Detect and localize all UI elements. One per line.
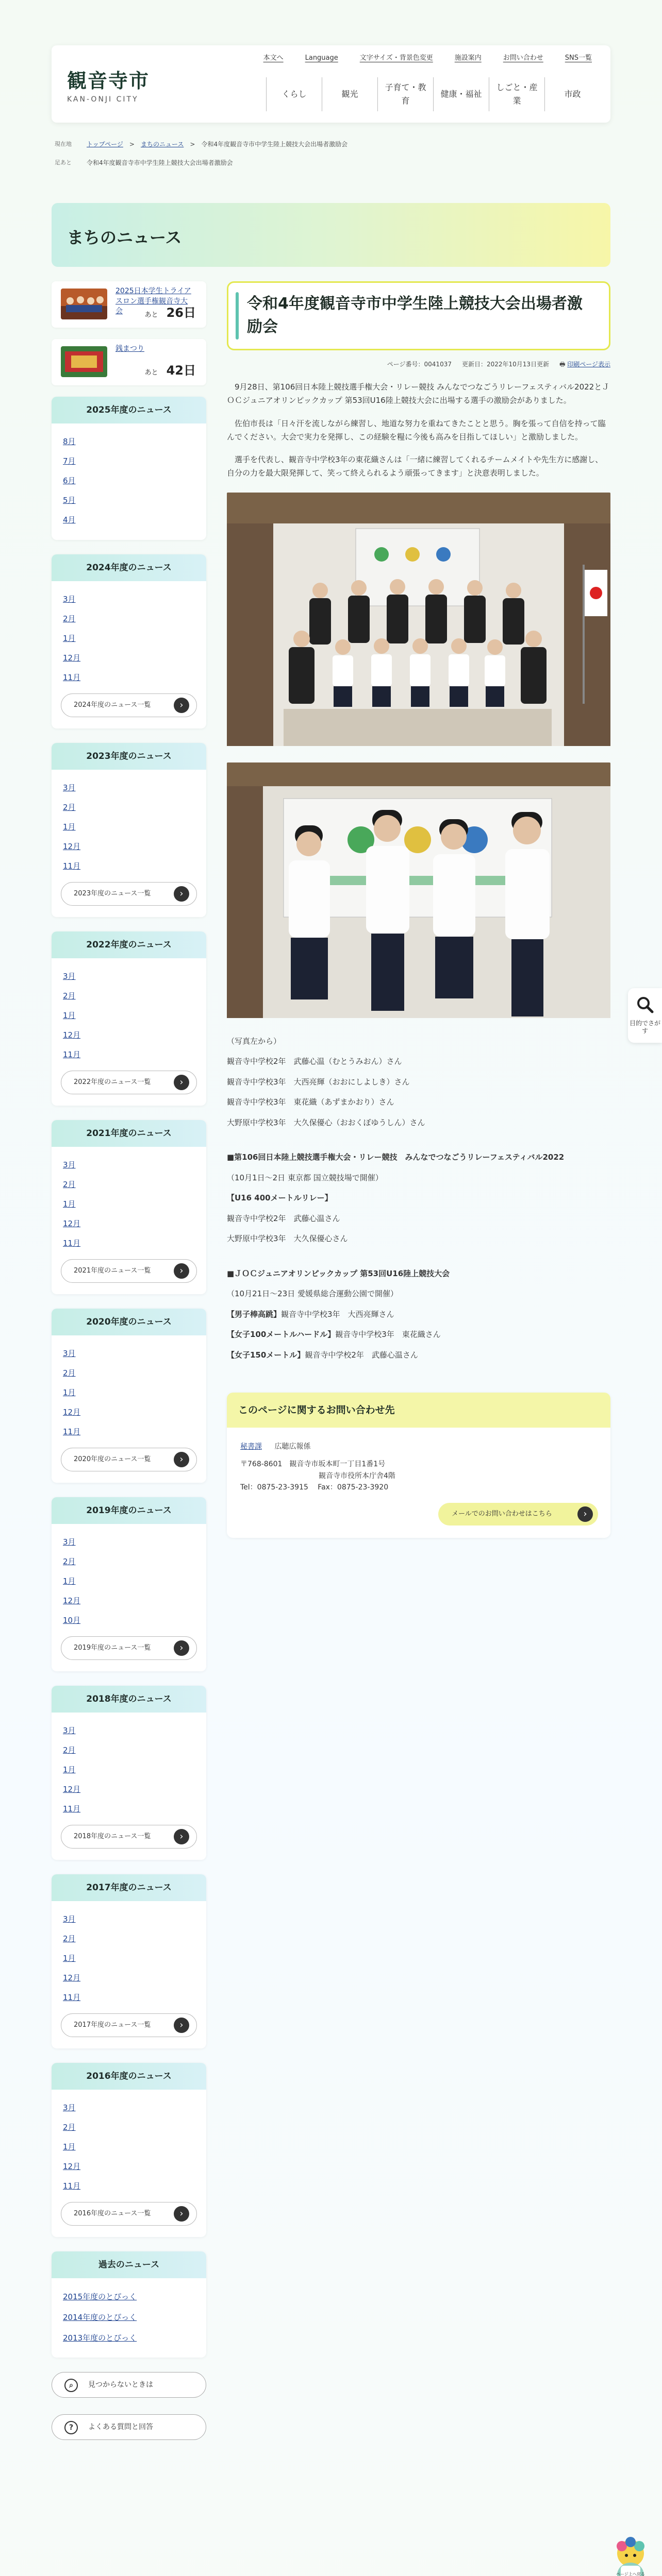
month-item bbox=[63, 490, 196, 510]
event-card[interactable] bbox=[52, 339, 206, 385]
month-item bbox=[63, 1740, 196, 1760]
year-news-list-button[interactable]: 2022年度のニュース一覧 › bbox=[61, 1071, 197, 1094]
month-list bbox=[52, 1335, 206, 1444]
contact-body bbox=[227, 1428, 610, 1538]
month-link[interactable]: 2月 bbox=[63, 2123, 76, 2132]
article-paragraph: 9月28日、第106回日本陸上競技選手権大会・リレー競技 みんなでつなごうリレーフェスティバル2022とＪＯＣジュニアオリンピックカップ 第53回U16陸上競技大会に出場する選手の激励会がありました。 bbox=[227, 382, 610, 405]
gnav-item-health[interactable]: 健康・福祉 bbox=[433, 77, 489, 111]
month-list bbox=[52, 770, 206, 878]
section-result bbox=[227, 1349, 610, 1362]
faq-label: よくある質問と回答 bbox=[88, 2423, 153, 2431]
article-title-box bbox=[227, 281, 610, 350]
month-link[interactable]: 12月 bbox=[63, 1030, 81, 1040]
month-link[interactable]: 3月 bbox=[63, 1349, 76, 1358]
section-name: 大野原中学校3年 大久保優心さん bbox=[227, 1234, 348, 1243]
contact-dept-link[interactable]: 秘書課 bbox=[240, 1443, 262, 1451]
year-news-box bbox=[52, 931, 206, 1106]
month-link[interactable]: 11月 bbox=[63, 673, 81, 682]
utility-nav bbox=[263, 53, 592, 64]
event-thumbnail bbox=[61, 289, 107, 319]
gnav-item-tourism[interactable]: 観光 bbox=[322, 77, 377, 111]
event-countdown bbox=[145, 360, 196, 381]
year-news-heading: 2021年度のニュース bbox=[52, 1120, 206, 1147]
month-item bbox=[63, 1175, 196, 1194]
month-link[interactable]: 1月 bbox=[63, 822, 76, 832]
logo-jp: 観音寺市 bbox=[67, 69, 150, 92]
month-item bbox=[63, 1233, 196, 1253]
year-news-box bbox=[52, 743, 206, 917]
year-news-list-button[interactable]: 2016年度のニュース一覧 › bbox=[61, 2202, 197, 2226]
month-list bbox=[52, 1713, 206, 1821]
month-item bbox=[63, 1006, 196, 1025]
month-item bbox=[63, 668, 196, 687]
month-link[interactable]: 11月 bbox=[63, 1050, 81, 1059]
month-link[interactable]: 1月 bbox=[63, 1388, 76, 1397]
month-item bbox=[63, 1402, 196, 1422]
page-title: まちのニュース bbox=[67, 228, 182, 247]
month-list bbox=[52, 2090, 206, 2198]
month-link[interactable]: 2月 bbox=[63, 614, 76, 623]
year-news-box bbox=[52, 1497, 206, 1671]
year-news-list-button[interactable]: 2023年度のニュース一覧 › bbox=[61, 882, 197, 906]
section-date: （10月21日～23日 愛媛県総合運動公園で開催） bbox=[227, 1289, 399, 1298]
month-link[interactable]: 12月 bbox=[63, 842, 81, 851]
month-item bbox=[63, 2157, 196, 2176]
year-news-heading: 2019年度のニュース bbox=[52, 1497, 206, 1524]
print-link[interactable]: 🖶 印刷ページ表示 bbox=[559, 360, 610, 368]
article-meta bbox=[227, 358, 610, 371]
month-item bbox=[63, 1532, 196, 1552]
month-link[interactable]: 11月 bbox=[63, 1239, 81, 1248]
year-news-box bbox=[52, 1309, 206, 1483]
students-photo-image bbox=[227, 762, 610, 1018]
month-item bbox=[63, 1799, 196, 1819]
month-link[interactable]: 7月 bbox=[63, 456, 76, 466]
breadcrumb bbox=[55, 135, 347, 172]
skip-to-content-link[interactable]: 本文へ bbox=[263, 54, 284, 62]
month-item bbox=[63, 2117, 196, 2137]
month-list bbox=[52, 958, 206, 1066]
month-item bbox=[63, 837, 196, 856]
month-item bbox=[63, 1909, 196, 1929]
month-item bbox=[63, 1760, 196, 1780]
page-number: ページ番号：0041037 bbox=[387, 360, 452, 368]
section-name: 観音寺中学校2年 武藤心温さん bbox=[227, 1213, 340, 1223]
magnifier-icon bbox=[636, 995, 654, 1014]
year-news-heading: 2020年度のニュース bbox=[52, 1309, 206, 1335]
event-countdown bbox=[145, 302, 196, 324]
facility-link[interactable]: 施設案内 bbox=[454, 54, 482, 62]
month-item bbox=[63, 1929, 196, 1948]
month-link[interactable]: 12月 bbox=[63, 1596, 81, 1605]
gnav-item-childcare[interactable]: 子育て・教育 bbox=[377, 77, 433, 111]
gnav-item-city[interactable]: 市政 bbox=[544, 77, 600, 111]
month-item bbox=[63, 1780, 196, 1799]
month-item bbox=[63, 609, 196, 629]
past-news-item bbox=[63, 2328, 196, 2348]
month-link[interactable]: 2月 bbox=[63, 1934, 76, 1943]
month-item bbox=[63, 1344, 196, 1363]
month-link[interactable]: 3月 bbox=[63, 1160, 76, 1170]
year-news-heading: 2023年度のニュース bbox=[52, 743, 206, 770]
month-link[interactable]: 3月 bbox=[63, 595, 76, 604]
month-item bbox=[63, 817, 196, 837]
month-item bbox=[63, 1155, 196, 1175]
year-news-list-button[interactable]: 2019年度のニュース一覧 › bbox=[61, 1636, 197, 1660]
month-link[interactable]: 3月 bbox=[63, 1537, 76, 1547]
section-title: ■ＪＯＣジュニアオリンピックカップ 第53回U16陸上競技大会 bbox=[227, 1268, 450, 1278]
breadcrumb-back-label: 足あと bbox=[55, 159, 72, 166]
year-news-heading: 2025年度のニュース bbox=[52, 397, 206, 423]
month-link[interactable]: 8月 bbox=[63, 437, 76, 446]
month-link[interactable]: 3月 bbox=[63, 1914, 76, 1924]
month-item bbox=[63, 798, 196, 817]
past-news-link[interactable]: 2014年度のとぴっく bbox=[63, 2313, 137, 2322]
result-name: 観音寺中学校2年 武藤心温さん bbox=[305, 1350, 418, 1360]
month-item bbox=[63, 451, 196, 471]
result-event: 【女子100メートルハードル】 bbox=[227, 1330, 336, 1339]
month-item bbox=[63, 629, 196, 648]
group-photo bbox=[227, 493, 610, 751]
month-link[interactable]: 10月 bbox=[63, 1616, 81, 1625]
result-event: 【男子棒高跳】 bbox=[227, 1309, 282, 1319]
caption-line: （写真左から） bbox=[227, 1036, 282, 1046]
month-link[interactable]: 1月 bbox=[63, 1765, 76, 1774]
month-link[interactable]: 12月 bbox=[63, 653, 81, 663]
result-name: 観音寺中学校3年 大西亮輝さん bbox=[281, 1309, 394, 1319]
month-link[interactable]: 12月 bbox=[63, 1785, 81, 1794]
caption-line: 観音寺中学校3年 東花織（あずまかおり）さん bbox=[227, 1097, 394, 1107]
year-news-box bbox=[52, 397, 206, 540]
year-news-box bbox=[52, 2063, 206, 2237]
month-item bbox=[63, 986, 196, 1006]
month-link[interactable]: 4月 bbox=[63, 515, 76, 524]
past-news-list bbox=[52, 2278, 206, 2350]
breadcrumb-top[interactable]: トップページ bbox=[87, 140, 123, 148]
month-item bbox=[63, 967, 196, 986]
month-list bbox=[52, 423, 206, 532]
section-result bbox=[227, 1328, 610, 1342]
breadcrumb-current: 令和4年度観音寺市中学生陸上競技大会出場者激励会 bbox=[201, 140, 348, 148]
month-item bbox=[63, 1552, 196, 1571]
year-news-list-button[interactable]: 2018年度のニュース一覧 › bbox=[61, 1825, 197, 1849]
breadcrumb-here-label: 現在地 bbox=[55, 140, 72, 147]
article-title: 令和4年度観音寺市中学生陸上競技大会出場者激励会 bbox=[247, 295, 583, 336]
month-item bbox=[63, 1988, 196, 2007]
year-news-heading: 2022年度のニュース bbox=[52, 931, 206, 958]
year-news-heading: 2024年度のニュース bbox=[52, 554, 206, 581]
breadcrumb-sep: > bbox=[190, 140, 195, 148]
month-link[interactable]: 12月 bbox=[63, 1973, 81, 1982]
year-news-box bbox=[52, 1874, 206, 2048]
month-item bbox=[63, 1422, 196, 1442]
search-icon: ⌕ bbox=[64, 2379, 78, 2392]
month-item bbox=[63, 778, 196, 798]
month-item bbox=[63, 1721, 196, 1740]
year-news-list-button[interactable]: 2017年度のニュース一覧 › bbox=[61, 2013, 197, 2037]
section-title: ■第106回日本陸上競技選手権大会・リレー競技 みんなでつなごうリレーフェスティバル2022 bbox=[227, 1153, 565, 1162]
event-countdown-prefix: あと bbox=[144, 311, 158, 319]
month-link[interactable]: 11月 bbox=[63, 2181, 81, 2191]
event-card[interactable] bbox=[52, 281, 206, 328]
result-name: 観音寺中学校3年 東花織さん bbox=[335, 1330, 441, 1339]
purpose-search-label: 目的でさがす bbox=[629, 1019, 660, 1035]
month-item bbox=[63, 589, 196, 609]
month-link[interactable]: 5月 bbox=[63, 496, 76, 505]
month-item bbox=[63, 2137, 196, 2157]
contact-address: 〒768-8601 観音寺市坂本町一丁目1番1号 bbox=[240, 1460, 386, 1469]
month-link[interactable]: 1月 bbox=[63, 1577, 76, 1586]
year-news-heading: 2017年度のニュース bbox=[52, 1874, 206, 1901]
month-list bbox=[52, 1147, 206, 1255]
month-list bbox=[52, 1901, 206, 2009]
global-nav bbox=[266, 77, 600, 111]
event-days: 26日 bbox=[166, 306, 196, 320]
month-link[interactable]: 1月 bbox=[63, 1199, 76, 1209]
month-item bbox=[63, 2098, 196, 2117]
article-paragraph: 選手を代表し、観音寺中学校3年の東花織さんは「一緒に練習してくれるチームメイトや先生方に感謝し、自分の力を最大限発揮して、笑って終えられるよう頑張ってきます」と決意表明しました。 bbox=[227, 455, 603, 478]
past-news-item bbox=[63, 2307, 196, 2328]
contact-tel: Tel：0875-23-3915 Fax：0875-23-3920 bbox=[240, 1483, 389, 1492]
year-news-heading: 2016年度のニュース bbox=[52, 2063, 206, 2090]
contact-address-2: 観音寺市役所本庁舎4階 bbox=[319, 1471, 395, 1480]
section-date: （10月1日～2日 東京都 国立競技場で開催） bbox=[227, 1173, 383, 1182]
breadcrumb-back-item: 令和4年度観音寺市中学生陸上競技大会出場者激励会 bbox=[87, 159, 233, 166]
students-photo bbox=[227, 762, 610, 1023]
month-link[interactable]: 1月 bbox=[63, 2142, 76, 2151]
article bbox=[227, 281, 610, 1538]
month-link[interactable]: 2月 bbox=[63, 1557, 76, 1566]
month-link[interactable]: 3月 bbox=[63, 972, 76, 981]
month-link[interactable]: 11月 bbox=[63, 1804, 81, 1814]
caption-line: 大野原中学校3年 大久保優心（おおくぼゆうしん）さん bbox=[227, 1117, 425, 1127]
month-item bbox=[63, 1025, 196, 1045]
month-item bbox=[63, 1045, 196, 1064]
font-size-link[interactable]: 文字サイズ・背景色変更 bbox=[359, 54, 433, 62]
month-link[interactable]: 2月 bbox=[63, 803, 76, 812]
site-header bbox=[52, 45, 610, 123]
year-news-box bbox=[52, 1686, 206, 1860]
past-news-link[interactable]: 2015年度のとぴっく bbox=[63, 2292, 137, 2301]
month-item bbox=[63, 1571, 196, 1591]
mascot-icon bbox=[606, 2535, 655, 2576]
not-found-label: 見つからないときは bbox=[88, 2381, 153, 2389]
month-item bbox=[63, 1194, 196, 1214]
month-list bbox=[52, 581, 206, 689]
month-item bbox=[63, 1611, 196, 1630]
month-item bbox=[63, 1383, 196, 1402]
year-news-list-button[interactable]: 2021年度のニュース一覧 › bbox=[61, 1259, 197, 1283]
sns-link[interactable]: SNS一覧 bbox=[565, 54, 592, 62]
event-title[interactable]: 2025日本学生トライアスロン選手権観音寺大会 bbox=[115, 287, 191, 316]
page-top-button[interactable] bbox=[606, 2535, 655, 2576]
month-link[interactable]: 2月 bbox=[63, 991, 76, 1001]
sidebar bbox=[52, 281, 206, 2456]
month-item bbox=[63, 1214, 196, 1233]
month-link[interactable]: 12月 bbox=[63, 1219, 81, 1228]
month-link[interactable]: 6月 bbox=[63, 476, 76, 485]
event-title[interactable]: 銭まつり bbox=[115, 345, 144, 353]
event-countdown-prefix: あと bbox=[144, 369, 158, 377]
past-news-heading: 過去のニュース bbox=[52, 2251, 206, 2278]
purpose-search-button[interactable] bbox=[628, 988, 662, 1043]
month-item bbox=[63, 510, 196, 530]
gnav-item-life[interactable]: くらし bbox=[266, 77, 322, 111]
month-link[interactable]: 1月 bbox=[63, 1011, 76, 1020]
month-link[interactable]: 12月 bbox=[63, 1408, 81, 1417]
language-link[interactable]: Language bbox=[305, 54, 338, 62]
year-news-list-button[interactable]: 2020年度のニュース一覧 › bbox=[61, 1448, 197, 1471]
month-link[interactable]: 2月 bbox=[63, 1745, 76, 1755]
caption-line: 観音寺中学校3年 大西亮輝（おおにしよしき）さん bbox=[227, 1077, 410, 1087]
month-link[interactable]: 2月 bbox=[63, 1180, 76, 1189]
past-news-item bbox=[63, 2286, 196, 2307]
contact-mail-button[interactable]: メールでのお問い合わせはこちら › bbox=[438, 1503, 598, 1526]
breadcrumb-sep: > bbox=[129, 140, 135, 148]
gnav-item-work[interactable]: しごと・産業 bbox=[489, 77, 544, 111]
mascot-label: ページ上へ戻る bbox=[616, 2572, 645, 2576]
question-icon: ? bbox=[64, 2421, 78, 2434]
month-item bbox=[63, 432, 196, 451]
year-news-box bbox=[52, 1120, 206, 1294]
month-link[interactable]: 1月 bbox=[63, 1954, 76, 1963]
breadcrumb-news[interactable]: まちのニュース bbox=[140, 140, 184, 148]
contact-box bbox=[227, 1393, 610, 1538]
contact-heading: このページに関するお問い合わせ先 bbox=[227, 1393, 610, 1428]
updated-date: 更新日：2022年10月13日更新 bbox=[461, 360, 550, 368]
event-days: 42日 bbox=[166, 363, 196, 378]
month-item bbox=[63, 1363, 196, 1383]
section-result bbox=[227, 1308, 610, 1321]
contact-dept bbox=[240, 1441, 598, 1452]
year-news-box bbox=[52, 554, 206, 728]
contact-link[interactable]: お問い合わせ bbox=[503, 54, 543, 62]
event-thumbnail bbox=[61, 346, 107, 377]
month-item bbox=[63, 2176, 196, 2196]
year-news-list-button[interactable]: 2024年度のニュース一覧 › bbox=[61, 693, 197, 717]
year-news-heading: 2018年度のニュース bbox=[52, 1686, 206, 1713]
month-link[interactable]: 3月 bbox=[63, 2103, 76, 2112]
page-title-band bbox=[52, 203, 610, 267]
not-found-button[interactable] bbox=[52, 2372, 206, 2398]
month-item bbox=[63, 648, 196, 668]
section-event: 【U16 400メートルリレー】 bbox=[227, 1193, 333, 1202]
month-link[interactable]: 3月 bbox=[63, 783, 76, 792]
faq-button[interactable] bbox=[52, 2414, 206, 2440]
year-news-list bbox=[52, 397, 206, 2237]
past-news-link[interactable]: 2013年度のとぴっく bbox=[63, 2333, 137, 2343]
month-link[interactable]: 1月 bbox=[63, 634, 76, 643]
month-link[interactable]: 11月 bbox=[63, 861, 81, 871]
month-link[interactable]: 2月 bbox=[63, 1368, 76, 1378]
group-photo-image bbox=[227, 493, 610, 746]
month-link[interactable]: 11月 bbox=[63, 1993, 81, 2002]
past-news-box bbox=[52, 2251, 206, 2358]
month-link[interactable]: 11月 bbox=[63, 1427, 81, 1436]
month-item bbox=[63, 1591, 196, 1611]
month-item bbox=[63, 856, 196, 876]
month-link[interactable]: 3月 bbox=[63, 1726, 76, 1735]
logo-en: KAN-ONJI CITY bbox=[67, 95, 139, 104]
result-event: 【女子150メートル】 bbox=[227, 1350, 305, 1360]
site-logo[interactable] bbox=[67, 70, 150, 106]
article-paragraph: 佐伯市長は「日々汗を流しながら練習し、地道な努力を重ねてきたことと思う。胸を張って自信を持って臨んでください。大会で実力を発揮し、この経験を糧に今後も高みを目指してほしい」と激励しました。 bbox=[227, 418, 606, 442]
month-link[interactable]: 12月 bbox=[63, 2162, 81, 2171]
contact-section: 広聴広報係 bbox=[274, 1443, 311, 1451]
month-list bbox=[52, 1524, 206, 1632]
caption-line: 観音寺中学校2年 武藤心温（むとうみおん）さん bbox=[227, 1057, 402, 1066]
month-item bbox=[63, 471, 196, 490]
print-label: 印刷ページ表示 bbox=[567, 360, 610, 368]
month-item bbox=[63, 1948, 196, 1968]
month-item bbox=[63, 1968, 196, 1988]
